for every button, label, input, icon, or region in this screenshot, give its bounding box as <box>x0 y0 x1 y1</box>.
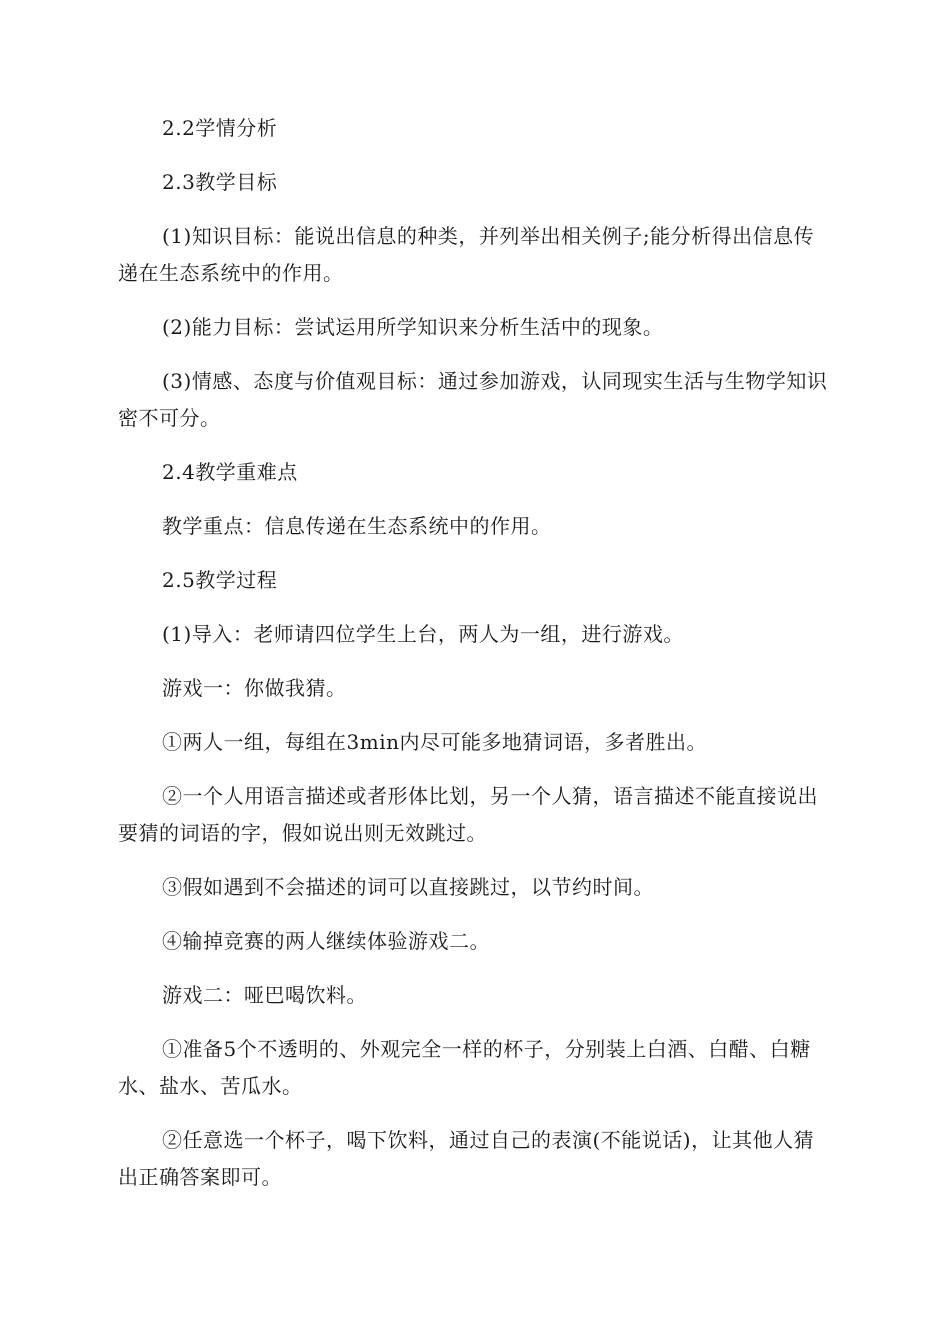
paragraph-ability-goal: (2)能力目标：尝试运用所学知识来分析生活中的现象。 <box>162 315 664 339</box>
paragraph-game-one-rule-3: ③假如遇到不会描述的词可以直接跳过，以节约时间。 <box>162 875 654 899</box>
paragraph-knowledge-goal: (1)知识目标：能说出信息的种类，并列举出相关例子;能分析得出信息传递在生态系统中的作用。 <box>118 224 815 285</box>
paragraph-game-one-title: 游戏一：你做我猜。 <box>162 676 347 700</box>
section-heading-2-3: 2.3教学目标 <box>162 170 278 194</box>
paragraph-game-two-rule-1: ①准备5个不透明的、外观完全一样的杯子，分别装上白酒、白醋、白糖水、盐水、苦瓜水。 <box>118 1037 811 1098</box>
section-heading-2-4: 2.4教学重难点 <box>162 460 298 484</box>
paragraph-game-one-rule-4: ④输掉竞赛的两人继续体验游戏二。 <box>162 929 490 953</box>
paragraph-game-two-title: 游戏二：哑巴喝饮料。 <box>162 983 367 1007</box>
document-body <box>118 110 830 1196</box>
paragraph-attitude-goal: (3)情感、态度与价值观目标：通过参加游戏，认同现实生活与生物学知识密不可分。 <box>118 369 828 430</box>
section-heading-2-2: 2.2学情分析 <box>162 116 278 140</box>
paragraph-teaching-focus: 教学重点：信息传递在生态系统中的作用。 <box>162 514 552 538</box>
paragraph-introduction: (1)导入：老师请四位学生上台，两人为一组，进行游戏。 <box>162 622 684 646</box>
paragraph-game-one-rule-1: ①两人一组，每组在3min内尽可能多地猜词语，多者胜出。 <box>162 730 707 754</box>
paragraph-game-two-rule-2: ②任意选一个杯子，喝下饮料，通过自己的表演(不能说话)，让其他人猜出正确答案即可。 <box>118 1128 815 1189</box>
section-heading-2-5: 2.5教学过程 <box>162 568 278 592</box>
paragraph-game-one-rule-2: ②一个人用语言描述或者形体比划，另一个人猜，语言描述不能直接说出要猜的词语的字，假如说出则无效跳过。 <box>118 784 818 845</box>
